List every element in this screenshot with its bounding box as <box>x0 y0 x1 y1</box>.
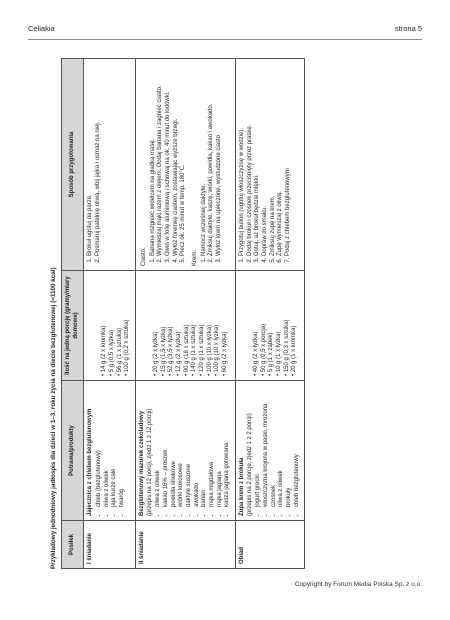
list-item: • wiórki kokosowe <box>178 385 186 507</box>
quantity-list <box>253 275 299 376</box>
list-item: • twaróg <box>119 385 127 507</box>
menu-table <box>61 58 305 569</box>
list-item: • kasza jaglana gotowana <box>224 385 232 507</box>
list-item: • włoszczyzna krojona w paski, mrożona <box>263 385 271 507</box>
list-item: • 12 g (2 x łyżka) <box>176 275 184 376</box>
list-item: • oliwa z oliwek <box>155 385 163 507</box>
list-item: • czosnek <box>271 385 279 507</box>
list-item: • mąka migdałowa <box>209 385 217 507</box>
dish-name: Zupa krem z brokuła <box>239 457 246 516</box>
products-cell <box>84 381 136 521</box>
list-item: • 14 g (2 x kromka) <box>101 275 109 376</box>
page-header <box>28 24 422 38</box>
products-cell <box>236 381 305 521</box>
list-item: 1. Brokuł ugotuj na parze. <box>87 63 95 256</box>
product-list <box>96 385 127 516</box>
dish-name: Jajecznica z chlebem bezglutenowym <box>87 408 94 516</box>
steps-list <box>87 63 102 266</box>
list-item: • 140 g (1 x sztuka) <box>191 275 199 376</box>
list-item: • 5 g (1 x ząbek) <box>268 275 276 376</box>
steps-list <box>150 63 188 266</box>
rotated-menu-table <box>47 59 413 569</box>
list-item: • 90 g (18 x sztuka) <box>184 275 192 376</box>
list-item: 5. Piecz ok. 25 minut w temp. 180°C. <box>180 63 188 256</box>
list-item: 1. Namocz wcześniej daktyle. <box>201 63 209 256</box>
meal-name: Obiad <box>236 521 305 569</box>
table-row <box>84 59 136 569</box>
list-item: • 10 g (1 x łyżka) <box>276 275 284 376</box>
qty-cell <box>236 271 305 381</box>
meal-name: II śniadanie <box>136 521 236 569</box>
list-item: 6. Zupę wymieszaj z oliwą. <box>277 63 285 256</box>
method-cell <box>236 59 305 271</box>
quantity-list <box>153 275 230 376</box>
list-item: 3. Gotuj, aż brokuł będzie miękki. <box>254 63 262 256</box>
list-item: • 60 g (2 x łyżka) <box>222 275 230 376</box>
list-item: • 20 g (1 x kromka) <box>291 275 299 376</box>
header-qty: Ilość na jedną porcję (gramy/miary domowe) <box>62 271 84 381</box>
list-item: • oliwa z oliwek <box>278 385 286 507</box>
header-rule <box>28 39 422 40</box>
meal-name: I śniadanie <box>84 521 136 569</box>
copyright-footer: Copyright by Forum Media Polska Sp. z o.o. <box>294 581 422 588</box>
product-list <box>255 385 301 516</box>
list-item: • powidła śliwkowe <box>171 385 179 507</box>
list-item: 3. Owiń w folię aluminiową i schowaj na ok. 40 minut do lodówki. <box>165 63 173 256</box>
list-item: • oliwa z oliwek <box>104 385 112 507</box>
list-item: • jogurt grecki <box>255 385 263 507</box>
list-item: 2. Wymieszaj mąki razem z olejem. Dodaj banana i zagnieć ciasto. <box>157 63 165 256</box>
list-item: 4. Dopraw do smaku. <box>262 63 270 256</box>
list-item: • 120 g (1 x sztuka) <box>199 275 207 376</box>
list-item: • 100 g (0,2 x sztuka) <box>124 275 132 376</box>
list-item: • 150 g (0,3 x sztuka) <box>284 275 292 376</box>
list-item: • banan <box>201 385 209 507</box>
dish-note: (przepis na 2 porcje, zjedz 1 z 2 porcji) <box>246 413 253 516</box>
list-item: • 100 g (10 x łyżka) <box>207 275 215 376</box>
dish-name: Bezglutenowy mazurek czekoladowy <box>139 410 146 516</box>
method-cell <box>136 59 236 271</box>
list-item: 3. Wyłóż krem na upieczone, wystudzone ciasto <box>216 63 224 256</box>
list-item: • chleb (bezglutenowy) <box>96 385 104 507</box>
list-item: • 20 g (2 x łyżka) <box>153 275 161 376</box>
list-item: 7. Podaj z chlebem bezglutenowym <box>285 63 293 256</box>
list-item: 2. Posmaruj patelnię oliwą, wbij jajka i usmaż na niej. <box>95 63 103 256</box>
table-row <box>236 59 305 569</box>
list-item: • mąka jaglana <box>217 385 225 507</box>
steps-list <box>239 63 293 266</box>
header-products: Potrawa/produkty <box>62 381 84 521</box>
list-item: • 50 g (0,5 x porcja) <box>261 275 269 376</box>
qty-cell <box>84 271 136 381</box>
table-row <box>136 59 236 569</box>
list-item: • 56 g (1 x sztuka) <box>117 275 125 376</box>
list-item: • chleb bezglutenowy <box>294 385 302 507</box>
quantity-list <box>101 275 132 376</box>
list-item: 4. Wyłóż foremkę ciastem, zostawiając wyższe brzegi. <box>173 63 181 256</box>
list-item: • daktyle suszone <box>186 385 194 507</box>
product-list <box>155 385 232 516</box>
list-item: • kakao 16% – proszek <box>163 385 171 507</box>
list-item: 5. Zmiksuj zupę na krem. <box>270 63 278 256</box>
dish-note: (przepis na 12 porcji, zjedz 1 z 12 porcji) <box>146 408 153 516</box>
list-item: • 52 g (3,5 x łyżka) <box>168 275 176 376</box>
steps-title: Krem: <box>192 249 199 266</box>
list-item: • 40 g (2 x łyżka) <box>253 275 261 376</box>
list-item: • brokuły <box>286 385 294 507</box>
page-number: strona 5 <box>394 24 422 33</box>
header-meal: Posiłek <box>62 521 84 569</box>
list-item: 1. Przygotuj bulion (ugotuj włoszczyznę w wodzie). <box>239 63 247 256</box>
steps-title: Ciasto: <box>141 247 148 266</box>
list-item: • awokado <box>194 385 202 507</box>
steps-list <box>201 63 224 266</box>
list-item: 2. Zmiksuj daktyle, kaszę, wiórki, powidła, kakao i awokado. <box>208 63 216 256</box>
list-item: 2. Dodaj brokuł i czosnek przeciśnięty przez praskę. <box>247 63 255 256</box>
products-cell <box>136 381 236 521</box>
list-item: • 15 g (1,5 x łyżka) <box>161 275 169 376</box>
header-title: Celiakia <box>28 24 55 33</box>
list-item: • jaja kurze całe <box>111 385 119 507</box>
qty-cell <box>136 271 236 381</box>
header-method: Sposób przygotowania <box>62 59 84 271</box>
table-caption: Przykładowy jednodniowy jadłospis dla dzieci w 1–3. roku życia na diecie bezglutenowej (≈1100 kcal) <box>50 267 57 569</box>
list-item: • 100 g (10 x łyżka) <box>214 275 222 376</box>
method-cell <box>84 59 136 271</box>
list-item: 1. Banana rozgnieć widelcem na gładką masę. <box>150 63 158 256</box>
table-header-row <box>62 59 84 569</box>
list-item: • 5 g (0,5 x łyżka) <box>109 275 117 376</box>
